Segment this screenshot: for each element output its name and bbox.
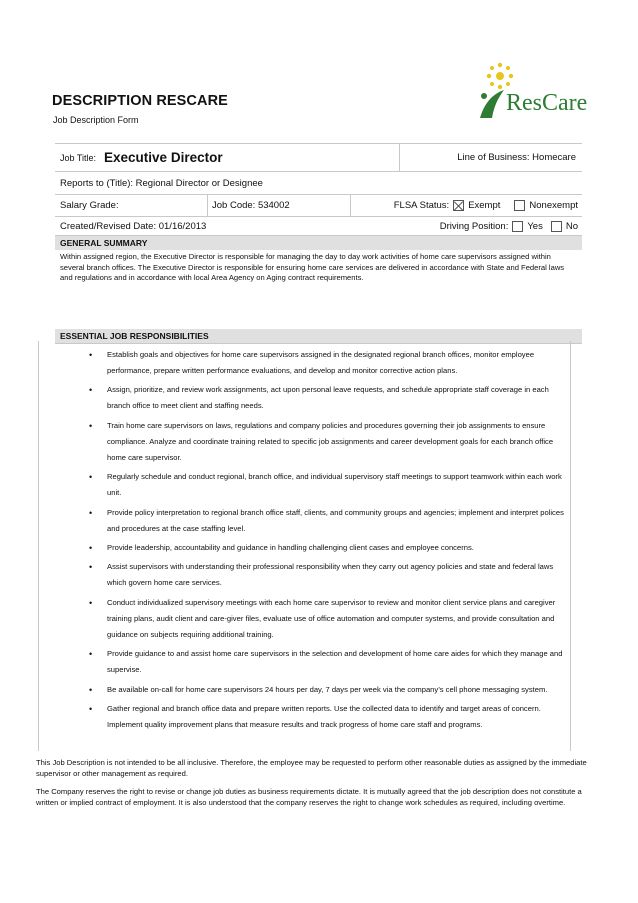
bullet-icon: • xyxy=(89,684,93,695)
flsa-nonexempt-label: Nonexempt xyxy=(529,200,578,211)
general-summary-text: Within assigned region, the Executive Director is responsible for managing the day to day work activities of home care supervisors assigned within several branch offices. The Executive Director is responsible for ensuring home care services are delivered in accordance with State and Federal laws and regulations and in accordance with local Area Agency on Aging contract requirements. xyxy=(60,252,565,283)
document-title: DESCRIPTION RESCARE xyxy=(52,93,228,109)
flsa-nonexempt-checkbox[interactable] xyxy=(514,200,525,211)
responsibility-item xyxy=(39,595,570,643)
row-salary xyxy=(55,195,582,217)
reports-to: Reports to (Title): Regional Director or Designee xyxy=(60,177,263,189)
driving-label: Driving Position: xyxy=(439,220,509,232)
logo-wordmark: ResCare xyxy=(506,90,588,116)
responsibilities-box xyxy=(38,341,571,751)
driving-yes-label: Yes xyxy=(527,220,543,232)
responsibility-text: Assist supervisors with understanding their professional responsibility when they carry out agency policies and state and federal laws which govern home care services. xyxy=(107,562,554,588)
driving-no-checkbox[interactable] xyxy=(551,221,562,232)
responsibility-text: Train home care supervisors on laws, regulations and company policies and procedures governing their job assignments to ensure compliance. Analyze and coordinate training related to specific job assignments and career development goals for each branch office home care supervisor. xyxy=(107,420,554,462)
responsibility-item xyxy=(39,540,570,556)
flsa-label: FLSA Status: xyxy=(393,200,450,211)
responsibility-text: Be available on-call for home care supervisors 24 hours per day, 7 days per week via the company’s cell phone messaging system. xyxy=(107,684,548,694)
responsibility-item xyxy=(39,347,570,379)
responsibility-item xyxy=(39,559,570,591)
line-of-business: Line of Business: Homecare xyxy=(457,152,576,163)
responsibility-item xyxy=(39,382,570,414)
document-subtitle: Job Description Form xyxy=(53,115,139,125)
responsibility-item xyxy=(39,505,570,537)
bullet-icon: • xyxy=(89,649,93,660)
bullet-icon: • xyxy=(89,472,93,483)
job-title-label: Job Title: xyxy=(60,152,97,163)
bullet-icon: • xyxy=(89,420,93,431)
responsibility-item xyxy=(39,469,570,501)
bullet-icon: • xyxy=(89,703,93,714)
sun-icon xyxy=(487,63,513,89)
responsibility-item xyxy=(39,701,570,733)
responsibility-item xyxy=(39,646,570,678)
responsibilities-list xyxy=(39,341,570,733)
responsibility-text: Provide policy interpretation to regional branch office staff, clients, and community groups and agencies; implement and interpret polices and procedures at the case staffing level. xyxy=(107,507,564,533)
bullet-icon: • xyxy=(89,350,93,360)
responsibility-text: Gather regional and branch office data and prepare written reports. Use the collected data to identify and target areas of concern. Implement quality improvement plans that measure results and track progress of home care staff and programs. xyxy=(107,703,541,729)
responsibility-item xyxy=(39,418,570,466)
flsa-exempt-checkbox[interactable] xyxy=(453,200,464,211)
created-revised-date: Created/Revised Date: 01/16/2013 xyxy=(60,220,207,232)
footer-note-inclusive: This Job Description is not intended to be all inclusive. Therefore, the employee may be requested to perform other reasonable duties as assigned by the immediate supervisor or other management as required. xyxy=(36,758,587,778)
general-summary-heading: GENERAL SUMMARY xyxy=(55,236,582,250)
driving-yes-checkbox[interactable] xyxy=(512,221,523,232)
salary-grade: Salary Grade: xyxy=(60,200,119,211)
driving-no-label: No xyxy=(565,220,578,232)
flsa-exempt-label: Exempt xyxy=(468,200,501,211)
row-created xyxy=(55,217,582,236)
job-code: Job Code: 534002 xyxy=(212,200,290,211)
responsibility-text: Assign, prioritize, and review work assignments, act upon personal leave requests, and schedule appropriate staff coverage in each branch office to meet client and staffing needs. xyxy=(107,385,549,411)
row-job-title xyxy=(55,144,582,172)
job-info-form xyxy=(55,143,582,344)
responsibility-text: Conduct individualized supervisory meetings with each home care supervisor to review and monitor client service plans and caregiver training plans, audit client and care-giver files, evaluate use of office automation and computer systems, and provide consultation and guidance on subjects requiring additional training. xyxy=(107,597,556,639)
bullet-icon: • xyxy=(89,385,93,396)
responsibility-item xyxy=(39,682,570,698)
bullet-icon: • xyxy=(89,507,93,518)
rescare-logo-mark xyxy=(470,60,590,122)
bullet-icon: • xyxy=(89,542,93,553)
row-reports-to xyxy=(55,172,582,195)
responsibility-text: Regularly schedule and conduct regional, branch office, and individual supervisory staff meetings to support teamwork within each work unit. xyxy=(107,472,562,498)
bullet-icon: • xyxy=(89,562,93,573)
job-title-value: Executive Director xyxy=(104,150,223,165)
responsibility-text: Provide leadership, accountability and guidance in handling challenging client cases and employee concerns. xyxy=(107,542,474,552)
bullet-icon: • xyxy=(89,597,93,608)
rescare-logo xyxy=(470,60,590,122)
footer-note-rights: The Company reserves the right to revise or change job duties as business requirements dictate. It is mutually agreed that the job description does not constitute a written or implied contract of employment. It is also understood that the company reserves the right to change work schedules as required, including overtime. xyxy=(36,787,582,807)
responsibility-text: Provide guidance to and assist home care supervisors in the selection and development of home care aides for which they manage and supervise. xyxy=(107,649,563,675)
responsibilities-heading: ESSENTIAL JOB RESPONSIBILITIES xyxy=(55,329,582,344)
responsibility-text: Establish goals and objectives for home care supervisors assigned in the designated regional branch offices, monitor employee performance, prepare written performance evaluations, and develop and monitor corrective action plans. xyxy=(107,350,535,375)
